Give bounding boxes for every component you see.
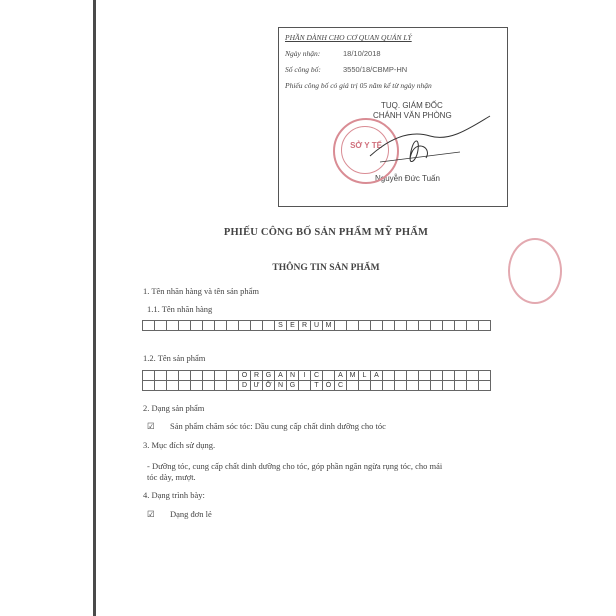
grid-cell: [395, 371, 407, 381]
grid-cell: [347, 321, 359, 331]
brand-name-row: [143, 321, 491, 331]
item-2-text: Sản phẩm chăm sóc tóc: Dầu cung cấp chất dinh dưỡng cho tóc: [170, 421, 386, 431]
grid-cell: [467, 321, 479, 331]
grid-cell: [203, 321, 215, 331]
signer-title: TUQ. GIÁM ĐỐC: [381, 101, 443, 110]
item-4-checkbox: ☑: [147, 509, 155, 519]
grid-cell: [167, 381, 179, 391]
grid-cell: Ó: [323, 381, 335, 391]
grid-cell: [467, 371, 479, 381]
agency-heading: PHẦN DÀNH CHO CƠ QUAN QUẢN LÝ: [285, 33, 412, 42]
page-edge: [93, 0, 96, 616]
received-date-label: Ngày nhận:: [285, 49, 321, 58]
grid-cell: [215, 381, 227, 391]
grid-cell: [359, 321, 371, 331]
grid-cell: [347, 381, 359, 391]
grid-cell: [227, 381, 239, 391]
grid-cell: [155, 381, 167, 391]
grid-cell: [359, 381, 371, 391]
grid-cell: [191, 371, 203, 381]
brand-name-grid: [142, 320, 491, 331]
received-date-value: 18/10/2018: [343, 49, 381, 58]
grid-cell: R: [251, 371, 263, 381]
section-title: THÔNG TIN SẢN PHẨM: [272, 263, 380, 273]
grid-cell: E: [287, 321, 299, 331]
grid-cell: [203, 371, 215, 381]
item-2-checkbox: ☑: [147, 421, 155, 431]
item-2-heading: 2. Dạng sản phẩm: [143, 403, 205, 413]
signer-name: Nguyễn Đức Tuấn: [375, 174, 440, 183]
document-title: PHIẾU CÔNG BỐ SẢN PHẨM MỸ PHẨM: [223, 227, 429, 238]
grid-cell: C: [335, 381, 347, 391]
grid-cell: [239, 321, 251, 331]
grid-cell: N: [287, 371, 299, 381]
grid-cell: [383, 371, 395, 381]
stamp-text: SỞ Y TẾ: [350, 141, 382, 150]
grid-cell: M: [323, 321, 335, 331]
announcement-number-value: 3550/18/CBMP-HN: [343, 65, 408, 74]
grid-cell: [419, 371, 431, 381]
grid-cell: [371, 381, 383, 391]
grid-cell: [419, 321, 431, 331]
grid-cell: U: [311, 321, 323, 331]
item-1-1-heading: 1.1. Tên nhãn hàng: [147, 304, 213, 314]
announcement-number-label: Số công bố:: [285, 65, 321, 74]
grid-cell: [455, 381, 467, 391]
validity-note: Phiếu công bố có giá trị 05 năm kể từ ngày nhận: [285, 81, 432, 90]
grid-cell: [407, 381, 419, 391]
grid-cell: [479, 371, 491, 381]
grid-cell: I: [299, 371, 311, 381]
grid-cell: [179, 371, 191, 381]
grid-cell: R: [299, 321, 311, 331]
grid-cell: [395, 381, 407, 391]
grid-cell: [323, 371, 335, 381]
grid-cell: [167, 371, 179, 381]
grid-cell: Ư: [251, 381, 263, 391]
grid-cell: [407, 371, 419, 381]
grid-cell: [455, 321, 467, 331]
grid-cell: [431, 381, 443, 391]
grid-cell: [143, 381, 155, 391]
grid-cell: D: [239, 381, 251, 391]
grid-cell: T: [311, 381, 323, 391]
grid-cell: [443, 381, 455, 391]
grid-cell: [443, 321, 455, 331]
grid-cell: [143, 321, 155, 331]
grid-cell: [407, 321, 419, 331]
grid-cell: C: [311, 371, 323, 381]
grid-cell: [383, 321, 395, 331]
signer-office: CHÁNH VĂN PHÒNG: [373, 111, 452, 120]
grid-cell: A: [371, 371, 383, 381]
grid-cell: [263, 321, 275, 331]
grid-cell: [191, 381, 203, 391]
item-3-line-2: tóc dày, mượt.: [147, 472, 196, 482]
grid-cell: [443, 371, 455, 381]
grid-cell: [203, 381, 215, 391]
grid-cell: S: [275, 321, 287, 331]
grid-cell: G: [263, 371, 275, 381]
grid-cell: A: [335, 371, 347, 381]
grid-cell: [191, 321, 203, 331]
grid-cell: [299, 381, 311, 391]
item-3-heading: 3. Mục đích sử dụng.: [143, 440, 216, 450]
grid-cell: [431, 371, 443, 381]
grid-cell: [335, 321, 347, 331]
grid-cell: L: [359, 371, 371, 381]
grid-cell: [431, 321, 443, 331]
grid-cell: [167, 321, 179, 331]
item-3-line-1: - Dưỡng tóc, cung cấp chất dinh dưỡng cho tóc, góp phần ngăn ngừa rụng tóc, cho mái: [147, 461, 443, 471]
grid-cell: [179, 321, 191, 331]
grid-cell: [155, 371, 167, 381]
grid-cell: [215, 321, 227, 331]
grid-cell: A: [275, 371, 287, 381]
item-4-heading: 4. Dạng trình bày:: [143, 490, 205, 500]
product-name-row-2: [143, 381, 491, 391]
grid-cell: [143, 371, 155, 381]
grid-cell: [227, 321, 239, 331]
grid-cell: Ỡ: [263, 381, 275, 391]
grid-cell: [371, 321, 383, 331]
grid-cell: [455, 371, 467, 381]
grid-cell: [179, 381, 191, 391]
grid-cell: [467, 381, 479, 391]
grid-cell: [227, 371, 239, 381]
signature: [340, 108, 500, 188]
grid-cell: [215, 371, 227, 381]
grid-cell: [479, 381, 491, 391]
grid-cell: O: [239, 371, 251, 381]
item-1-heading: 1. Tên nhãn hàng và tên sản phẩm: [143, 286, 259, 296]
product-name-row-1: [143, 371, 491, 381]
grid-cell: [419, 381, 431, 391]
grid-cell: M: [347, 371, 359, 381]
grid-cell: [395, 321, 407, 331]
grid-cell: N: [275, 381, 287, 391]
grid-cell: [383, 381, 395, 391]
item-4-text: Dạng đơn lẻ: [170, 509, 212, 519]
grid-cell: [251, 321, 263, 331]
product-name-grid: [142, 370, 491, 391]
item-1-2-heading: 1.2. Tên sản phẩm: [143, 353, 206, 363]
grid-cell: [479, 321, 491, 331]
grid-cell: G: [287, 381, 299, 391]
grid-cell: [155, 321, 167, 331]
